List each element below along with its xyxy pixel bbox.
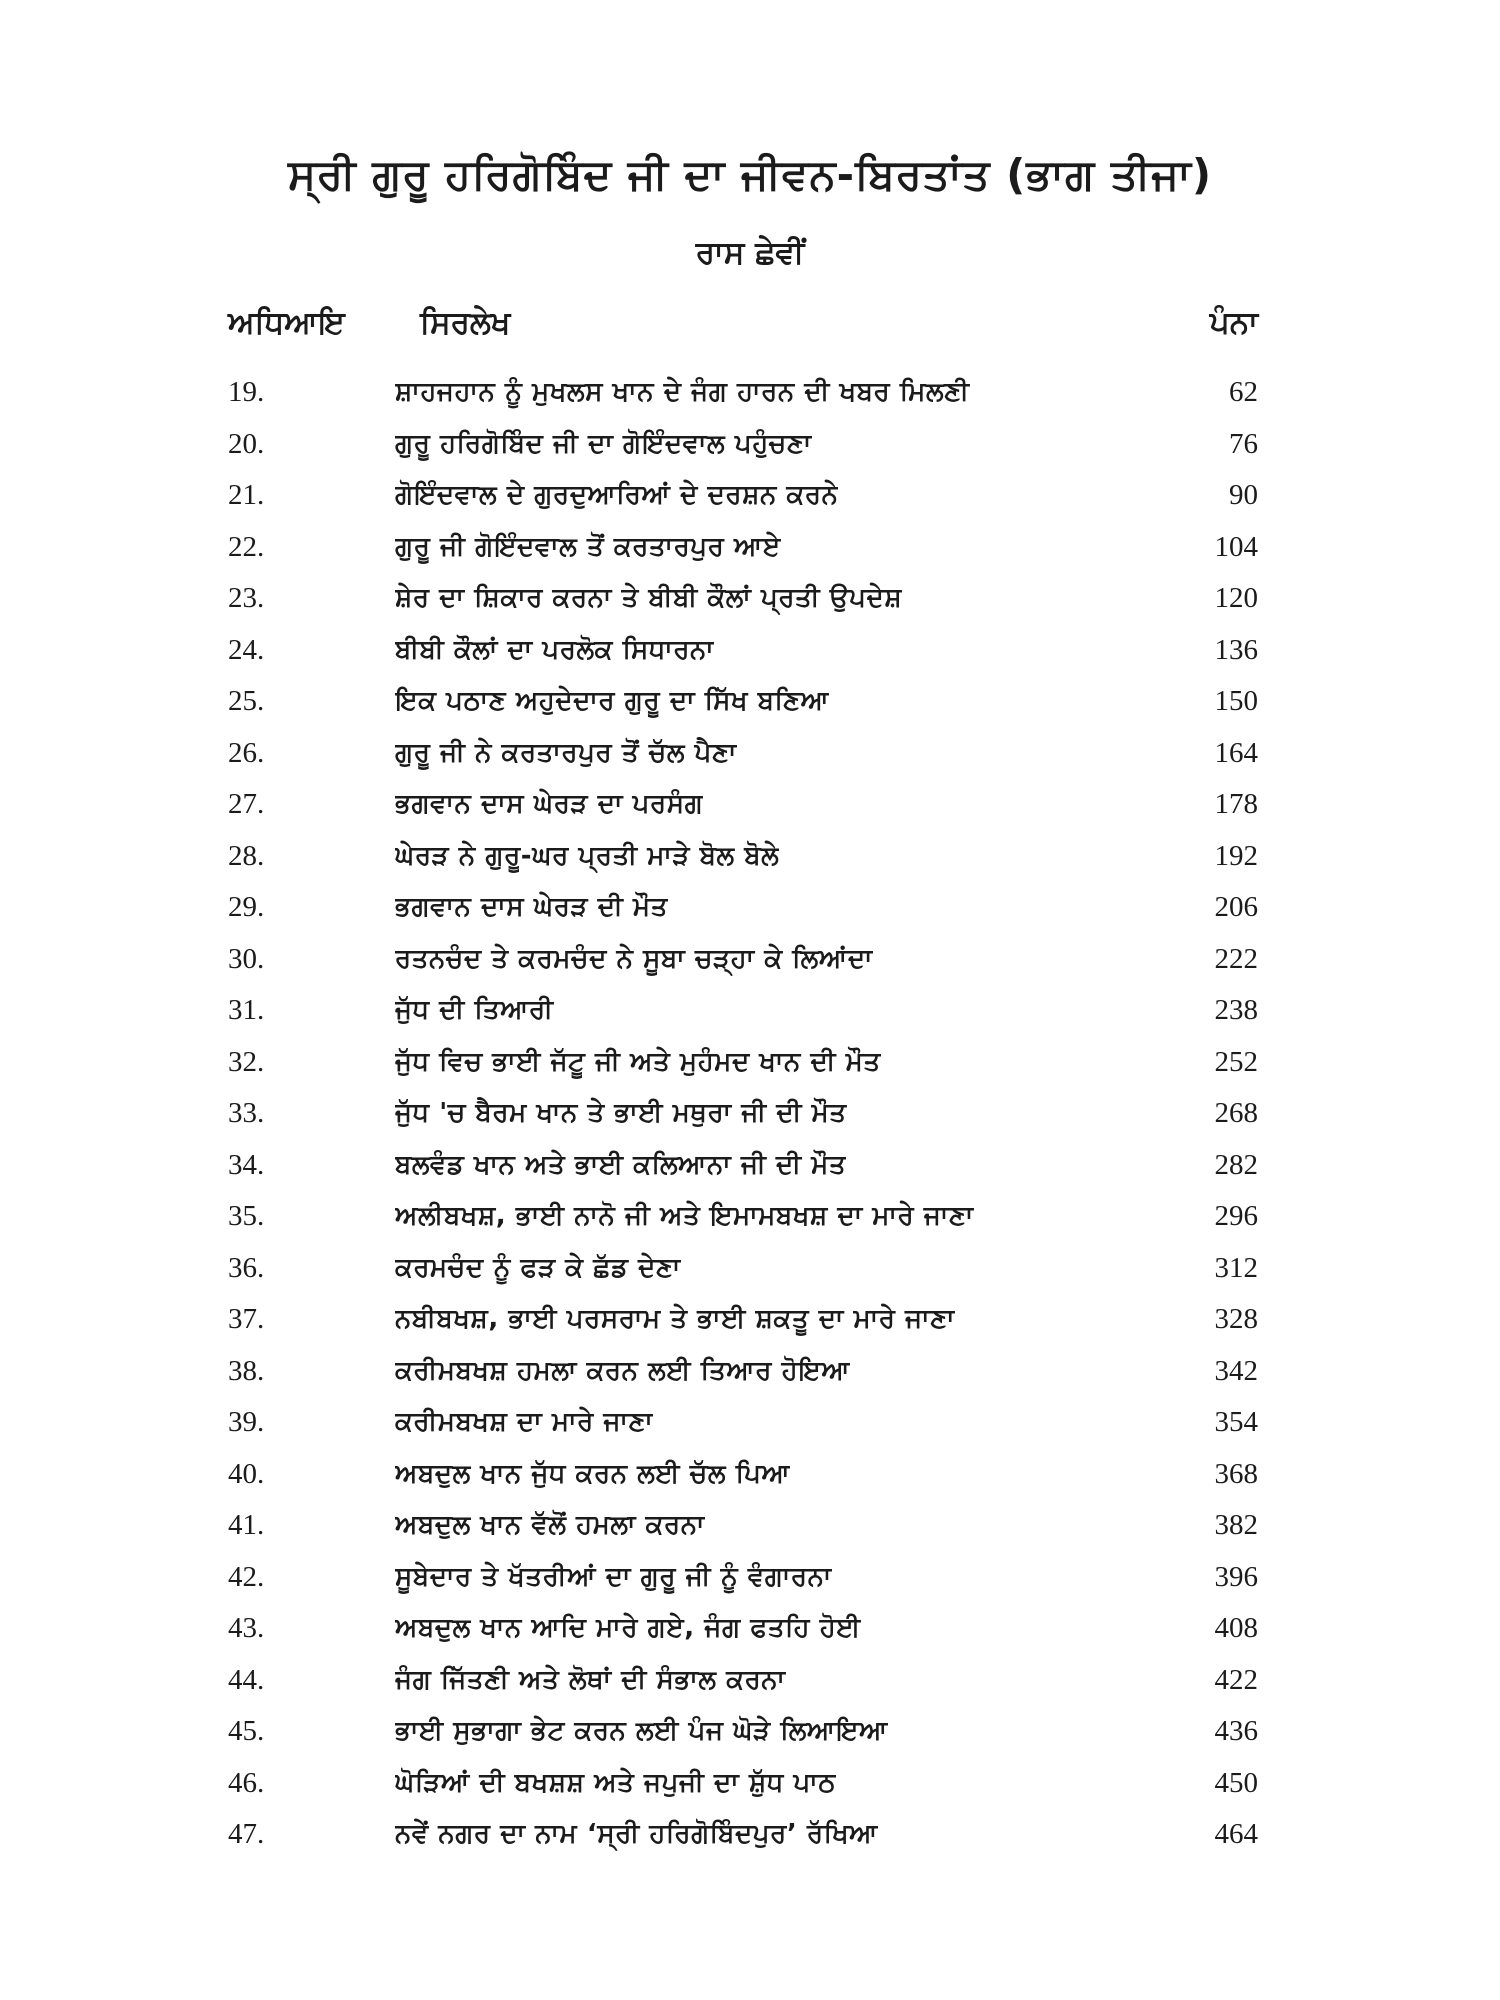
toc-row xyxy=(0,368,1500,420)
page-number: 120 xyxy=(1214,582,1258,614)
chapter-number: 46. xyxy=(228,1766,265,1799)
toc-row xyxy=(0,1656,1500,1708)
toc-row xyxy=(0,1810,1500,1862)
toc-row xyxy=(0,935,1500,987)
chapter-number: 26. xyxy=(228,736,265,769)
toc-row xyxy=(0,677,1500,729)
chapter-number: 39. xyxy=(228,1406,265,1438)
chapter-heading: ਕਰੀਮਬਖਸ਼ ਹਮਲਾ ਕਰਨ ਲਈ ਤਿਆਰ ਹੋਇਆ xyxy=(395,1355,851,1386)
toc-row xyxy=(0,1759,1500,1811)
toc-row xyxy=(0,780,1500,832)
section-subtitle: ਰਾਸ ਛੇਵੀਂ xyxy=(695,235,805,271)
chapter-number: 34. xyxy=(228,1148,265,1181)
column-header-chapter: ਅਧਿਆਇ xyxy=(228,305,345,341)
page-number: 296 xyxy=(1214,1200,1258,1232)
chapter-heading: ਭਗਵਾਨ ਦਾਸ ਘੇਰੜ ਦੀ ਮੌਤ xyxy=(395,892,668,922)
toc-row xyxy=(0,1038,1500,1090)
chapter-heading: ਘੇਰੜ ਨੇ ਗੁਰੂ-ਘਰ ਪ੍ਰਤੀ ਮਾੜੇ ਬੋਲ ਬੋਲੇ xyxy=(395,840,780,871)
toc-row xyxy=(0,1141,1500,1193)
page-number: 396 xyxy=(1214,1560,1258,1593)
chapter-number: 27. xyxy=(228,788,265,820)
chapter-heading: ਅਬਦੁਲ ਖਾਨ ਜੁੱਧ ਕਰਨ ਲਈ ਚੱਲ ਪਿਆ xyxy=(395,1458,791,1489)
page-number: 136 xyxy=(1214,633,1258,666)
page-number: 328 xyxy=(1214,1303,1258,1335)
chapter-number: 47. xyxy=(228,1818,265,1850)
chapter-heading: ਰਤਨਚੰਦ ਤੇ ਕਰਮਚੰਦ ਨੇ ਸੂਬਾ ਚੜ੍ਹਾ ਕੇ ਲਿਆਂਦਾ xyxy=(395,943,874,974)
chapter-heading: ਜੁੱਧ 'ਚ ਬੈਰਮ ਖਾਨ ਤੇ ਭਾਈ ਮਥੁਰਾ ਜੀ ਦੀ ਮੌਤ xyxy=(395,1098,847,1128)
page-number: 368 xyxy=(1214,1457,1258,1490)
chapter-number: 25. xyxy=(228,685,265,717)
chapter-heading: ਅਬਦੁਲ ਖਾਨ ਵੱਲੋਂ ਹਮਲਾ ਕਰਨਾ xyxy=(395,1510,706,1540)
chapter-number: 40. xyxy=(228,1457,265,1490)
toc-row xyxy=(0,1295,1500,1347)
chapter-number: 19. xyxy=(228,376,265,408)
chapter-number: 29. xyxy=(228,891,265,923)
column-header-heading: ਸਿਰਲੇਖ xyxy=(420,305,511,341)
toc-row xyxy=(0,1501,1500,1553)
chapter-number: 31. xyxy=(228,994,265,1026)
chapter-heading: ਬਲਵੰਡ ਖਾਨ ਅਤੇ ਭਾਈ ਕਲਿਆਨਾ ਜੀ ਦੀ ਮੌਤ xyxy=(395,1149,847,1180)
chapter-number: 22. xyxy=(228,530,265,563)
chapter-heading: ਬੀਬੀ ਕੌਲਾਂ ਦਾ ਪਰਲੋਕ ਸਿਧਾਰਨਾ xyxy=(395,634,715,665)
toc-row xyxy=(0,523,1500,575)
chapter-heading: ਗੋਇੰਦਵਾਲ ਦੇ ਗੁਰਦੁਆਰਿਆਂ ਦੇ ਦਰਸ਼ਨ ਕਰਨੇ xyxy=(395,480,839,510)
chapter-number: 38. xyxy=(228,1354,265,1387)
page-number: 422 xyxy=(1214,1663,1258,1696)
chapter-heading: ਜੁੱਧ ਵਿਚ ਭਾਈ ਜੱਟੂ ਜੀ ਅਤੇ ਮੁਹੰਮਦ ਖਾਨ ਦੀ ਮੌਤ xyxy=(395,1046,881,1077)
chapter-heading: ਕਰੀਮਬਖਸ਼ ਦਾ ਮਾਰੇ ਜਾਣਾ xyxy=(395,1407,654,1437)
chapter-heading: ਇਕ ਪਠਾਣ ਅਹੁਦੇਦਾਰ ਗੁਰੂ ਦਾ ਸਿੱਖ ਬਣਿਆ xyxy=(395,686,830,716)
chapter-heading: ਨਬੀਬਖਸ਼, ਭਾਈ ਪਰਸਰਾਮ ਤੇ ਭਾਈ ਸ਼ਕਤੂ ਦਾ ਮਾਰੇ ਜਾਣਾ xyxy=(395,1304,956,1334)
page-number: 450 xyxy=(1214,1766,1258,1799)
toc-row xyxy=(0,1707,1500,1759)
toc-row xyxy=(0,1553,1500,1605)
chapter-heading: ਸ਼ੇਰ ਦਾ ਸ਼ਿਕਾਰ ਕਰਨਾ ਤੇ ਬੀਬੀ ਕੌਲਾਂ ਪ੍ਰਤੀ ਉਪਦੇਸ਼ xyxy=(395,583,903,613)
page-number: 192 xyxy=(1214,839,1258,872)
page-number: 206 xyxy=(1214,891,1258,923)
toc-row xyxy=(0,1244,1500,1296)
table-of-contents xyxy=(0,368,1500,1862)
toc-row xyxy=(0,1192,1500,1244)
page-number: 312 xyxy=(1214,1251,1258,1284)
page-number: 382 xyxy=(1214,1509,1258,1541)
page-number: 252 xyxy=(1214,1045,1258,1078)
page-number: 222 xyxy=(1214,942,1258,975)
page-number: 76 xyxy=(1229,427,1258,460)
toc-row xyxy=(0,883,1500,935)
chapter-heading: ਸ਼ਾਹਜਹਾਨ ਨੂੰ ਮੁਖਲਸ ਖਾਨ ਦੇ ਜੰਗ ਹਾਰਨ ਦੀ ਖਬਰ ਮਿਲਣੀ xyxy=(395,377,970,407)
toc-row xyxy=(0,1604,1500,1656)
chapter-heading: ਸੂਬੇਦਾਰ ਤੇ ਖੱਤਰੀਆਂ ਦਾ ਗੁਰੂ ਜੀ ਨੂੰ ਵੰਗਾਰਨਾ xyxy=(395,1561,832,1592)
chapter-number: 24. xyxy=(228,633,265,666)
chapter-number: 45. xyxy=(228,1715,265,1747)
chapter-heading: ਗੁਰੂ ਜੀ ਨੇ ਕਰਤਾਰਪੁਰ ਤੋਂ ਚੱਲ ਪੈਣਾ xyxy=(395,737,737,768)
chapter-heading: ਕਰਮਚੰਦ ਨੂੰ ਫੜ ਕੇ ਛੱਡ ਦੇਣਾ xyxy=(395,1252,681,1283)
chapter-heading: ਗੁਰੂ ਹਰਿਗੋਬਿੰਦ ਜੀ ਦਾ ਗੋਇੰਦਵਾਲ ਪਹੁੰਚਣਾ xyxy=(395,428,812,459)
chapter-heading: ਅਲੀਬਖਸ਼, ਭਾਈ ਨਾਨੋ ਜੀ ਅਤੇ ਇਮਾਮਬਖਸ਼ ਦਾ ਮਾਰੇ ਜਾਣਾ xyxy=(395,1201,974,1231)
column-header-page: ਪੰਨਾ xyxy=(1209,305,1258,341)
chapter-number: 42. xyxy=(228,1560,265,1593)
chapter-number: 35. xyxy=(228,1200,265,1232)
page-number: 342 xyxy=(1214,1354,1258,1387)
page-number: 408 xyxy=(1214,1612,1258,1644)
chapter-number: 37. xyxy=(228,1303,265,1335)
chapter-number: 23. xyxy=(228,582,265,614)
toc-row xyxy=(0,574,1500,626)
chapter-number: 21. xyxy=(228,479,265,511)
chapter-number: 43. xyxy=(228,1612,265,1644)
toc-row xyxy=(0,1347,1500,1399)
page-number: 238 xyxy=(1214,994,1258,1026)
page-number: 268 xyxy=(1214,1097,1258,1129)
page-number: 464 xyxy=(1214,1818,1258,1850)
chapter-heading: ਘੋੜਿਆਂ ਦੀ ਬਖਸ਼ਸ਼ ਅਤੇ ਜਪੁਜੀ ਦਾ ਸ਼ੁੱਧ ਪਾਠ xyxy=(395,1767,836,1798)
toc-row xyxy=(0,729,1500,781)
page-number: 164 xyxy=(1214,736,1258,769)
page-number: 62 xyxy=(1229,376,1258,408)
chapter-number: 36. xyxy=(228,1251,265,1284)
toc-row xyxy=(0,1089,1500,1141)
chapter-heading: ਅਬਦੁਲ ਖਾਨ ਆਦਿ ਮਾਰੇ ਗਏ, ਜੰਗ ਫਤਹਿ ਹੋਈ xyxy=(395,1613,862,1643)
chapter-number: 32. xyxy=(228,1045,265,1078)
toc-row xyxy=(0,471,1500,523)
page-number: 178 xyxy=(1214,788,1258,820)
page-number: 150 xyxy=(1214,685,1258,717)
chapter-number: 20. xyxy=(228,427,265,460)
chapter-heading: ਭਾਈ ਸੁਭਾਗਾ ਭੇਟ ਕਰਨ ਲਈ ਪੰਜ ਘੋੜੇ ਲਿਆਇਆ xyxy=(395,1716,888,1746)
toc-row xyxy=(0,626,1500,678)
chapter-heading: ਭਗਵਾਨ ਦਾਸ ਘੇਰੜ ਦਾ ਪਰਸੰਗ xyxy=(395,789,704,819)
chapter-heading: ਨਵੇਂ ਨਗਰ ਦਾ ਨਾਮ ‘ਸ੍ਰੀ ਹਰਿਗੋਬਿੰਦਪੁਰ’ ਰੱਖਿਆ xyxy=(395,1819,879,1849)
chapter-heading: ਜੰਗ ਜਿੱਤਣੀ ਅਤੇ ਲੋਥਾਂ ਦੀ ਸੰਭਾਲ ਕਰਨਾ xyxy=(395,1664,786,1695)
page-number: 90 xyxy=(1229,479,1258,511)
chapter-number: 33. xyxy=(228,1097,265,1129)
toc-row xyxy=(0,1398,1500,1450)
page-number: 354 xyxy=(1214,1406,1258,1438)
chapter-number: 30. xyxy=(228,942,265,975)
toc-row xyxy=(0,420,1500,472)
page-number: 436 xyxy=(1214,1715,1258,1747)
toc-row xyxy=(0,832,1500,884)
chapter-number: 41. xyxy=(228,1509,265,1541)
page-number: 104 xyxy=(1214,530,1258,563)
chapter-number: 28. xyxy=(228,839,265,872)
page-title: ਸ੍ਰੀ ਗੁਰੂ ਹਰਿਗੋਬਿੰਦ ਜੀ ਦਾ ਜੀਵਨ-ਬਿਰਤਾਂਤ (ਭਾਗ ਤੀਜਾ) xyxy=(287,150,1213,199)
chapter-heading: ਗੁਰੂ ਜੀ ਗੋਇੰਦਵਾਲ ਤੋਂ ਕਰਤਾਰਪੁਰ ਆਏ xyxy=(395,531,781,562)
page-number: 282 xyxy=(1214,1148,1258,1181)
toc-row xyxy=(0,1450,1500,1502)
chapter-heading: ਜੁੱਧ ਦੀ ਤਿਆਰੀ xyxy=(395,995,554,1025)
toc-row xyxy=(0,986,1500,1038)
chapter-number: 44. xyxy=(228,1663,265,1696)
